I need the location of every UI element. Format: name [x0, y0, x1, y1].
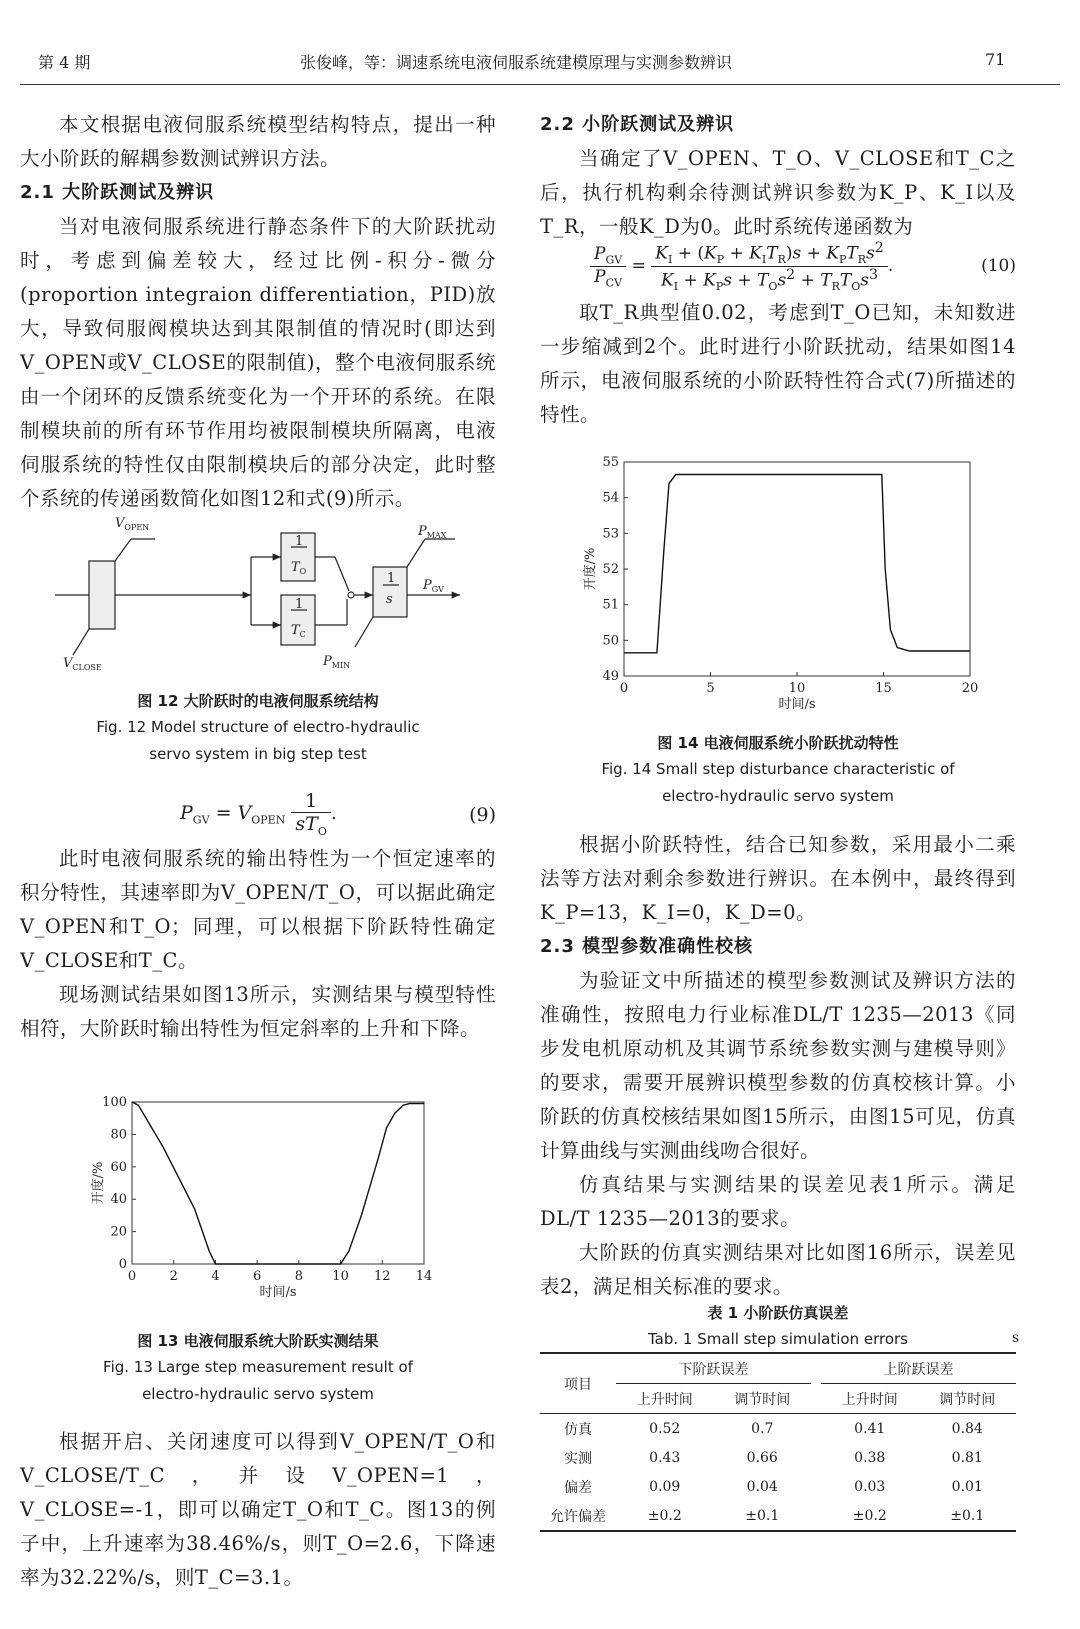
figure-12: [55, 515, 485, 680]
series-line: [624, 475, 970, 653]
y-tick-label: 55: [602, 455, 619, 470]
p-max-label: $P_{MAX}$: [418, 524, 447, 540]
y-tick-label: 51: [602, 597, 619, 613]
p-gv-label: $P_{GV}$: [423, 578, 444, 594]
section-2-1-heading: 2.1 大阶跃测试及辨识: [20, 182, 215, 203]
paragraph-2-2b: 取T_R典型值0.02，考虑到T_O已知，未知数进一步缩减到2个。此时进行小阶跃扰动，结果如图14所示，电液伺服系统的小阶跃特性符合式(7)所描述的特性。: [540, 301, 1016, 426]
y-tick-label: 53: [602, 526, 619, 542]
tc-block-num: 1: [295, 597, 304, 612]
y-tick-label: 50: [602, 633, 619, 649]
x-tick-label: 12: [374, 1269, 391, 1284]
limiter-block: [89, 561, 115, 629]
y-tick-label: 100: [102, 1095, 127, 1110]
paragraph-2-1d: 根据开启、关闭速度可以得到V_OPEN/T_O和V_CLOSE/T_C，并设V_OPEN=1，V_CLOSE=-1，即可以确定T_O和T_C。图13的例子中，上升速率为38.46%/s，则T_O=2.6，下降速率为32.22%/s，则T_C=3.1。: [20, 1430, 496, 1589]
intro-paragraph: 本文根据电液伺服系统模型结构特点，提出一种大小阶跃的解耦参数测试辨识方法。: [20, 113, 496, 170]
section-2-3-heading: 2.3 模型参数准确性校核: [540, 936, 754, 957]
x-tick-label: 5: [706, 681, 715, 696]
y-tick-label: 40: [110, 1192, 127, 1208]
table-head-down: 下阶跃误差: [616, 1353, 811, 1384]
right-column-c: [540, 828, 1016, 1304]
equation-10: $\frac{P_{GV}}{P_{CV}}$ = $\frac{K_I + (K_P + K_IT_R)s + K_PT_Rs^2}{K_I + K_Ps + T_Os^2 + T_RT_Os^3}$ . (10): [590, 240, 1016, 300]
switch-contact: [348, 592, 354, 598]
table1-unit: s: [1012, 1330, 1020, 1346]
x-tick-label: 8: [294, 1269, 303, 1284]
x-tick-label: 20: [961, 681, 979, 696]
v-open-label: $V_{OPEN}$: [115, 516, 150, 532]
x-tick-label: 2: [169, 1269, 178, 1284]
section-2-2-heading: 2.2 小阶跃测试及辨识: [540, 114, 735, 135]
paragraph-2-1a: 当对电液伺服系统进行静态条件下的大阶跃扰动时，考虑到偏差较大，经过比例-积分-微分(proportion integraion differentiation，PID)放大，导致伺服阀模块达到其限制值的情况时(即达到V_OPEN或V_CLOSE的限制值)，整个电液伺服系统由一个闭环的反馈系统变化为一个开环的系统。在限制模块前的所有环节作用均被限制模块所隔离，电液伺服系统的特性仅由限制模块后的部分决定，此时整个系统的传递函数简化如图12和式(9)所示。: [20, 215, 496, 510]
p-min-label: $P_{MIN}$: [323, 654, 351, 670]
integrator-num: 1: [387, 571, 396, 586]
paragraph-2-2a: 当确定了V_OPEN、T_O、V_CLOSE和T_C之后，执行机构剩余待测试辨识参数为K_P、K_I以及T_R，一般K_D为0。此时系统传递函数为: [540, 147, 1016, 238]
x-axis-label: 时间/s: [778, 697, 816, 712]
left-column-c: [20, 1425, 496, 1595]
to-block-num: 1: [295, 534, 304, 549]
x-tick-label: 4: [211, 1269, 220, 1284]
plot-frame: [624, 462, 970, 676]
y-tick-label: 60: [110, 1159, 127, 1175]
paragraph-2-3c: 大阶跃的仿真实测结果对比如图16所示，误差见表2，满足相关标准的要求。: [540, 1241, 1016, 1298]
fig12-caption: 图 12 大阶跃时的电液伺服系统结构 Fig. 12 Model structure of electro-hydraulic servo system in big step test: [96, 692, 420, 763]
table-row: 实测 0.43 0.66 0.38 0.81: [564, 1449, 983, 1467]
y-tick-label: 49: [602, 669, 619, 684]
right-column: [540, 108, 1016, 244]
paragraph-2-3a: 为验证文中所描述的模型参数测试及辨识方法的准确性，按照电力行业标准DL/T 1235—2013《同步发电机原动机及其调节系统参数实测与建模导则》的要求，需要开展辨识模型参数的仿真校核计算。小阶跃的仿真校核结果如图15所示，由图15可见，仿真计算曲线与实测曲线吻合很好。: [540, 969, 1016, 1162]
integrator-den: s: [386, 592, 393, 607]
tc-block-den: $T_C$: [291, 623, 306, 639]
header-rule: [20, 84, 1060, 85]
left-column: [20, 108, 496, 516]
x-tick-label: 6: [253, 1269, 262, 1284]
eq10-number: (10): [981, 256, 1016, 276]
figure-13: [80, 1090, 440, 1322]
paragraph-2-2c: 根据小阶跃特性，结合已知参数，采用最小二乘法等方法对剩余参数进行辨识。在本例中，最终得到K_P=13，K_I=0，K_D=0。: [540, 833, 1016, 924]
left-column-b: [20, 842, 496, 1046]
x-tick-label: 10: [788, 681, 806, 696]
equation-9: $P_{GV} = V_{OPEN}$ $\frac{1}{sT_O}$ . (9): [180, 790, 496, 838]
series-line: [132, 1102, 424, 1264]
table-head-item: 项目: [564, 1376, 592, 1393]
fig14-chart: [580, 450, 1000, 720]
table-row: 仿真 0.52 0.7 0.41 0.84: [564, 1420, 983, 1438]
issue-number: 第 4 期: [38, 53, 91, 72]
table-row: 允许偏差 ±0.2 ±0.1 ±0.2 ±0.1: [540, 1501, 1016, 1531]
y-tick-label: 0: [118, 1257, 127, 1272]
y-axis-label: 开度/%: [583, 547, 598, 591]
x-tick-label: 0: [619, 681, 629, 696]
table-row: 偏差 0.09 0.04 0.03 0.01: [564, 1478, 983, 1496]
x-tick-label: 0: [127, 1269, 137, 1284]
paragraph-2-1c: 现场测试结果如图13所示，实测结果与模型特性相符，大阶跃时输出特性为恒定斜率的上升和下降。: [20, 983, 496, 1040]
fig12-diagram: [55, 515, 485, 680]
table-head-up: 上阶跃误差: [821, 1353, 1016, 1384]
table1: 项目 下阶跃误差 上阶跃误差 上升时间 调节时间 上升时间 调节时间 仿真 0.52 0.7 0.41 0.84 实测 0.43 0.66 0.38 0.81 偏差 0.09 0.04 0.03 0.01 允许偏差 ±0.2 ±0.1 ±0.2 ±0.1: [540, 1352, 1016, 1532]
page-number: 71: [985, 50, 1006, 69]
x-axis-label: 时间/s: [259, 1285, 297, 1300]
x-tick-label: 10: [332, 1269, 349, 1284]
table1-title: 表 1 小阶跃仿真误差 Tab. 1 Small step simulation errors: [648, 1304, 908, 1348]
y-tick-label: 80: [110, 1127, 127, 1143]
plot-frame: [132, 1102, 424, 1264]
y-tick-label: 20: [110, 1224, 127, 1240]
y-axis-label: 开度/%: [91, 1161, 106, 1205]
figure-14: [580, 450, 1000, 720]
fig14-caption: 图 14 电液伺服系统小阶跃扰动特性 Fig. 14 Small step disturbance characteristic of electro-hydraulic servo system: [601, 734, 955, 805]
y-tick-label: 52: [602, 562, 619, 577]
eq9-number: (9): [469, 804, 496, 826]
fig13-chart: [80, 1090, 440, 1322]
to-block-den: $T_O$: [291, 560, 307, 576]
y-tick-label: 54: [602, 490, 619, 506]
right-column-b: [540, 296, 1016, 432]
v-close-label: $V_{CLOSE}$: [63, 656, 102, 672]
paragraph-2-3b: 仿真结果与实测结果的误差见表1所示。满足DL/T 1235—2013的要求。: [540, 1173, 1016, 1230]
fig13-caption: 图 13 电液伺服系统大阶跃实测结果 Fig. 13 Large step measurement result of electro-hydraulic servo system: [103, 1332, 413, 1403]
running-title: 张俊峰，等：调速系统电液伺服系统建模原理与实测参数辨识: [300, 53, 733, 72]
x-tick-label: 15: [875, 681, 892, 696]
paragraph-2-1b: 此时电液伺服系统的输出特性为一个恒定速率的积分特性，其速率即为V_OPEN/T_O，可以据此确定V_OPEN和T_O；同理，可以根据下阶跃特性确定V_CLOSE和T_C。: [20, 847, 496, 972]
x-tick-label: 14: [415, 1269, 433, 1284]
